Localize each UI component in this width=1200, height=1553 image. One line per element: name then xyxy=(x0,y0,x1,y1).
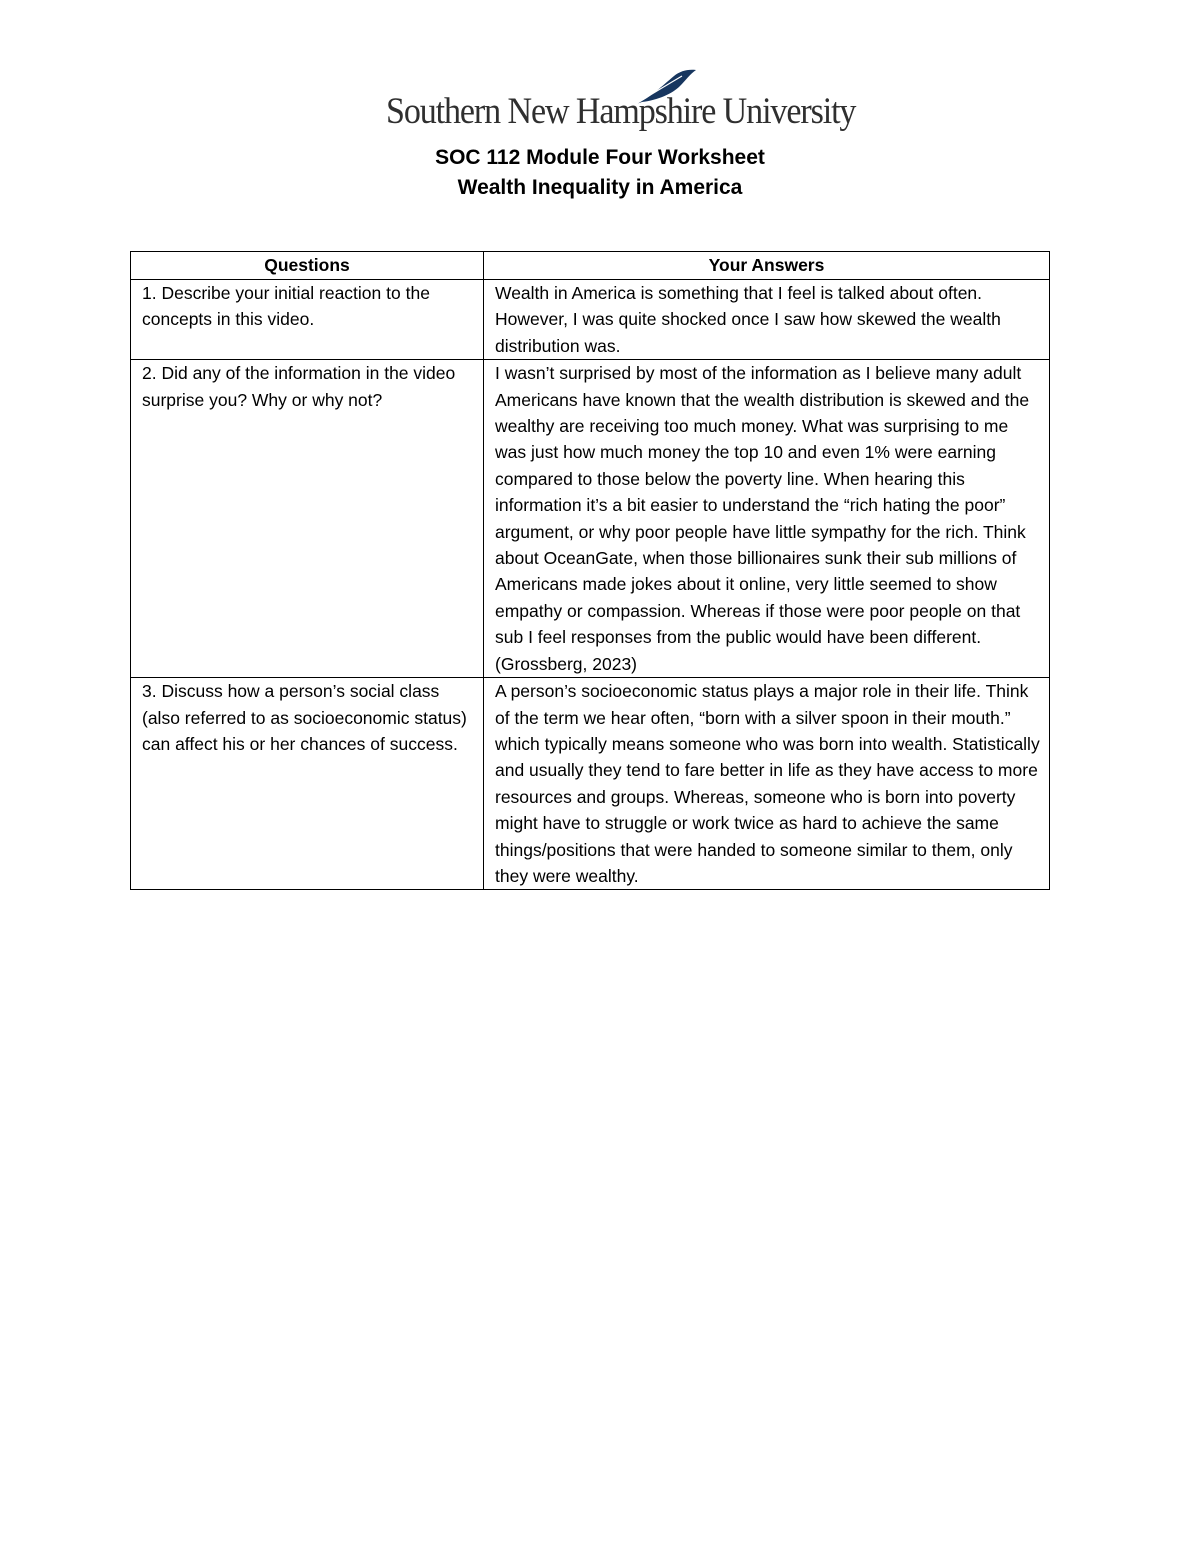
question-cell: 3. Discuss how a person’s social class (also referred to as socioeconomic status) can affect his or her chances of success. xyxy=(131,678,484,890)
answers-header: Your Answers xyxy=(484,252,1050,280)
feather-icon xyxy=(628,68,698,108)
page-title: SOC 112 Module Four Worksheet xyxy=(435,146,765,169)
logo-text: Southern New Hampshire University xyxy=(386,91,856,132)
table-header-row xyxy=(131,252,1050,280)
table-row xyxy=(131,678,1050,890)
worksheet-table xyxy=(130,251,1050,890)
question-cell: 2. Did any of the information in the video surprise you? Why or why not? xyxy=(131,360,484,678)
university-logo xyxy=(386,68,856,138)
answer-cell: A person’s socioeconomic status plays a major role in their life. Think of the term we hear often, “born with a silver spoon in their mouth.” which typically means someone who was born into wealth. Statistically and usually they tend to fare better in life as they have access to more resources and groups. Whereas, someone who is born into poverty might have to struggle or work twice as hard to achieve the same things/positions that were handed to someone similar to them, only they were wealthy. xyxy=(484,678,1050,890)
table-row xyxy=(131,280,1050,360)
question-cell: 1. Describe your initial reaction to the concepts in this video. xyxy=(131,280,484,360)
page-subtitle: Wealth Inequality in America xyxy=(457,176,743,199)
answer-cell: Wealth in America is something that I feel is talked about often. However, I was quite shocked once I saw how skewed the wealth distribution was. xyxy=(484,280,1050,360)
table-row xyxy=(131,360,1050,678)
answer-cell: I wasn’t surprised by most of the information as I believe many adult Americans have known that the wealth distribution is skewed and the wealthy are receiving too much money. What was surprising to me was just how much money the top 10 and even 1% were earning compared to those below the poverty line. When hearing this information it’s a bit easier to understand the “rich hating the poor” argument, or why poor people have little sympathy for the rich. Think about OceanGate, when those billionaires sunk their sub millions of Americans made jokes about it online, very little seemed to show empathy or compassion. Whereas if those were poor people on that sub I feel responses from the public would have been different. (Grossberg, 2023) xyxy=(484,360,1050,678)
worksheet-titles xyxy=(0,143,1200,203)
questions-header: Questions xyxy=(131,252,484,280)
